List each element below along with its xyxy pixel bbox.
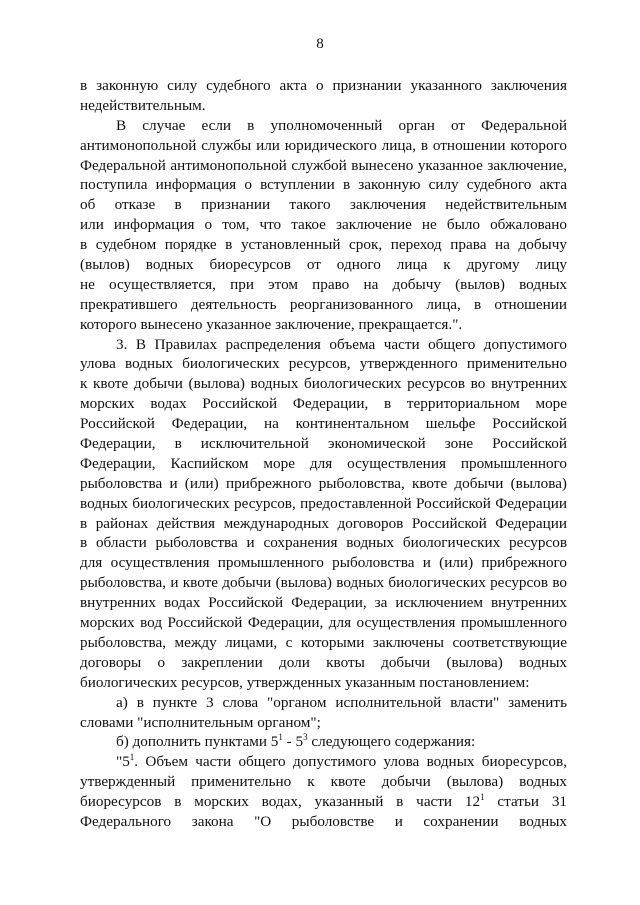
text-line: а) в пункте 3 слова "органом исполнительной власти" заменить	[116, 693, 567, 711]
text-line: биологических ресурсов, утвержденных указанным постановлением:	[80, 673, 530, 691]
text-line: антимонопольной службы или юридического лица, в отношении которого	[80, 136, 567, 154]
text-line: Федеральной антимонопольной службой вынесено указанное заключение,	[80, 156, 567, 174]
text-line: 3. В Правилах распределения объема части общего допустимого	[116, 335, 567, 353]
text-line: об отказе в признании такого заключения недействительным	[80, 196, 567, 214]
text-line: договоры о закреплении доли квоты добычи (вылова) водных	[80, 653, 567, 671]
text-line: в законную силу судебного акта о признании указанного заключения	[80, 77, 567, 94]
text-line: в районах действия международных договоров Российской Федерации	[80, 514, 567, 532]
text-line: утвержденный применительно к квоте добычи (вылова) водных	[80, 773, 567, 791]
text-line: внутренних водах Российской Федерации, за исключением внутренних	[80, 594, 567, 612]
text-line: биоресурсов в морских водах, указанный в части $12^1$ статьи 31	[80, 792, 567, 811]
text-line: поступила информация о вступлении в законную силу судебного акта	[80, 176, 567, 194]
text-line: (вылов) водных биоресурсов от одного лица к другому лицу	[80, 256, 567, 274]
superscript: 1	[480, 792, 485, 803]
superscript: 1	[278, 732, 283, 743]
text-line: прекратившего деятельность реорганизованного лица, в отношении	[80, 295, 567, 313]
text-line: морских вод Российской Федерации, для осуществления промышленного	[80, 614, 567, 632]
text-line: или информация о том, что такое заключение не было обжаловано	[80, 216, 567, 234]
text-line: водных биологических ресурсов, предоставленной Российской Федерации	[80, 494, 567, 512]
document-body	[80, 76, 567, 832]
superscript: 3	[303, 732, 308, 743]
text-line: к квоте добычи (вылова) водных биологических ресурсов во внутренних	[80, 375, 567, 393]
text-line: б) дополнить пунктами $5^1 - 5^3$ следующего содержания:	[116, 732, 476, 751]
text-line: В случае если в уполномоченный орган от Федеральной	[116, 116, 567, 134]
text-line: Федерации, в исключительной экономической зоне Российской	[80, 435, 567, 453]
text-line: рыболовства и (или) прибрежного рыболовства, квоте добычи (вылова)	[80, 474, 567, 492]
text-line: улова водных биологических ресурсов, утвержденного применительно	[80, 355, 567, 373]
text-line: морских водах Российской Федерации, в территориальном море	[80, 395, 567, 413]
text-line: "$5^1$. Объем части общего допустимого улова водных биоресурсов,	[116, 752, 567, 771]
text-line: рыболовства, между лицами, с которыми заключены соответствующие	[80, 633, 567, 651]
superscript: 1	[129, 752, 135, 763]
text-line: которого вынесено указанное заключение, прекращается.".	[80, 315, 463, 333]
text-line: Федерации, Каспийском море для осуществления промышленного	[80, 454, 567, 472]
page-number: 8	[316, 36, 324, 52]
text-line: в области рыболовства и сохранения водных биологических ресурсов	[80, 534, 567, 552]
text-line: для осуществления промышленного рыболовства и (или) прибрежного	[80, 554, 567, 572]
text-line: Российской Федерации, на континентальном шельфе Российской	[80, 415, 567, 433]
text-line: недействительным.	[80, 96, 206, 114]
text-line: Федерального закона "О рыболовстве и сохранении водных	[80, 812, 567, 830]
text-line: рыболовства, и квоте добычи (вылова) водных биологических ресурсов во	[80, 574, 567, 592]
text-line: не осуществляется, при этом право на добычу (вылов) водных	[80, 275, 567, 293]
text-line: в судебном порядке в установленный срок, переход права на добычу	[80, 236, 567, 254]
text-line: словами "исполнительным органом";	[80, 713, 321, 731]
